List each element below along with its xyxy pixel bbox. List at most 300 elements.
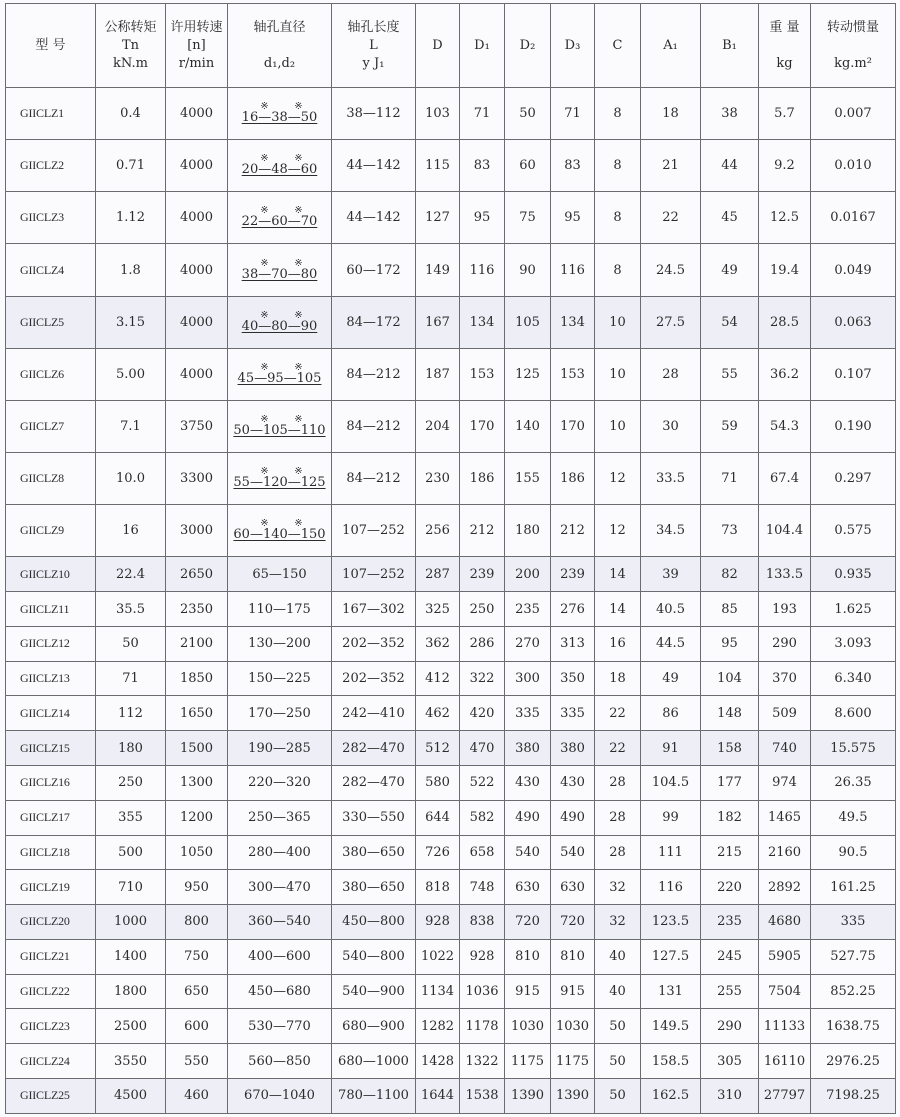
- cell-D2: 490: [505, 800, 551, 835]
- cell-D1: 71: [460, 88, 505, 140]
- cell-D2: 1175: [505, 1044, 551, 1079]
- cell-model: GIICLZ8: [6, 453, 96, 505]
- cell-A1: 28: [641, 348, 701, 400]
- cell-inertia: 1.625: [811, 592, 896, 627]
- cell-inertia: 0.049: [811, 244, 896, 296]
- cell-A1: 27.5: [641, 296, 701, 348]
- table-row: [6, 1078, 896, 1113]
- cell-speed: 4000: [166, 296, 228, 348]
- cell-A1: 40.5: [641, 592, 701, 627]
- cell-inertia: 26.35: [811, 766, 896, 801]
- cell-C: 40: [595, 974, 641, 1009]
- cell-D: 167: [416, 296, 460, 348]
- cell-bore: 190—285: [228, 731, 332, 766]
- cell-D: 1134: [416, 974, 460, 1009]
- cell-speed: 2350: [166, 592, 228, 627]
- cell-A1: 24.5: [641, 244, 701, 296]
- cell-D2: 105: [505, 296, 551, 348]
- cell-D1: 582: [460, 800, 505, 835]
- cell-B1: 71: [701, 453, 759, 505]
- cell-D3: 915: [551, 974, 595, 1009]
- cell-weight: 11133: [759, 1009, 811, 1044]
- cell-D: 362: [416, 626, 460, 661]
- cell-model: GIICLZ5: [6, 296, 96, 348]
- cell-weight: 290: [759, 626, 811, 661]
- bore-range: 45—95—105: [237, 370, 322, 386]
- cell-D: 1282: [416, 1009, 460, 1044]
- bore-note-mark: ※: [260, 153, 269, 165]
- cell-speed: 1650: [166, 696, 228, 731]
- cell-weight: 509: [759, 696, 811, 731]
- cell-C: 28: [595, 800, 641, 835]
- cell-D2: 155: [505, 453, 551, 505]
- cell-D1: 928: [460, 939, 505, 974]
- cell-length: 680—900: [332, 1009, 416, 1044]
- bore-range: 22—60—70: [241, 214, 318, 230]
- cell-D3: 83: [551, 140, 595, 192]
- cell-D1: 1322: [460, 1044, 505, 1079]
- cell-speed: 650: [166, 974, 228, 1009]
- bore-range: 55—120—125: [233, 475, 326, 491]
- cell-B1: 235: [701, 905, 759, 940]
- cell-C: 18: [595, 661, 641, 696]
- cell-bore: 360—540: [228, 905, 332, 940]
- cell-model: GIICLZ20: [6, 905, 96, 940]
- cell-inertia: 161.25: [811, 870, 896, 905]
- cell-length: 167—302: [332, 592, 416, 627]
- cell-model: GIICLZ1: [6, 88, 96, 140]
- cell-speed: 750: [166, 939, 228, 974]
- cell-B1: 85: [701, 592, 759, 627]
- cell-speed: 1050: [166, 835, 228, 870]
- cell-A1: 39: [641, 557, 701, 592]
- cell-torque: 50: [96, 626, 166, 661]
- cell-D: 187: [416, 348, 460, 400]
- cell-D2: 50: [505, 88, 551, 140]
- table-row: [6, 626, 896, 661]
- table-row: [6, 870, 896, 905]
- header-inertia: 转动惯量 kg.m²: [811, 4, 896, 88]
- cell-torque: 7.1: [96, 400, 166, 452]
- cell-bore: 280—400: [228, 835, 332, 870]
- cell-A1: 91: [641, 731, 701, 766]
- cell-bore: [228, 348, 332, 400]
- cell-bore: 300—470: [228, 870, 332, 905]
- cell-C: 14: [595, 592, 641, 627]
- cell-D: 230: [416, 453, 460, 505]
- cell-A1: 34.5: [641, 505, 701, 557]
- cell-D1: 322: [460, 661, 505, 696]
- cell-inertia: 8.600: [811, 696, 896, 731]
- cell-model: GIICLZ21: [6, 939, 96, 974]
- cell-D2: 180: [505, 505, 551, 557]
- cell-length: 107—252: [332, 557, 416, 592]
- cell-D3: 810: [551, 939, 595, 974]
- header-D3: D₃: [551, 4, 595, 88]
- table-row: [6, 400, 896, 452]
- cell-torque: 1400: [96, 939, 166, 974]
- table-row: [6, 1009, 896, 1044]
- cell-inertia: 0.190: [811, 400, 896, 452]
- header-model: 型 号: [6, 4, 96, 88]
- cell-D: 256: [416, 505, 460, 557]
- cell-C: 50: [595, 1009, 641, 1044]
- cell-D1: 239: [460, 557, 505, 592]
- cell-bore: 670—1040: [228, 1078, 332, 1113]
- cell-D: 204: [416, 400, 460, 452]
- cell-speed: 4000: [166, 348, 228, 400]
- cell-inertia: 0.0167: [811, 192, 896, 244]
- cell-A1: 104.5: [641, 766, 701, 801]
- cell-model: GIICLZ13: [6, 661, 96, 696]
- cell-D2: 140: [505, 400, 551, 452]
- cell-D2: 60: [505, 140, 551, 192]
- cell-bore: [228, 88, 332, 140]
- cell-C: 28: [595, 766, 641, 801]
- cell-weight: 27797: [759, 1078, 811, 1113]
- cell-A1: 44.5: [641, 626, 701, 661]
- cell-D: 512: [416, 731, 460, 766]
- cell-D: 1022: [416, 939, 460, 974]
- cell-D1: 1538: [460, 1078, 505, 1113]
- cell-speed: 4000: [166, 192, 228, 244]
- cell-bore: 560—850: [228, 1044, 332, 1079]
- cell-torque: 250: [96, 766, 166, 801]
- cell-bore: [228, 140, 332, 192]
- cell-D: 818: [416, 870, 460, 905]
- cell-weight: 133.5: [759, 557, 811, 592]
- cell-length: 84—172: [332, 296, 416, 348]
- cell-D: 928: [416, 905, 460, 940]
- cell-speed: 4000: [166, 140, 228, 192]
- cell-C: 22: [595, 696, 641, 731]
- cell-D: 325: [416, 592, 460, 627]
- cell-B1: 54: [701, 296, 759, 348]
- cell-B1: 177: [701, 766, 759, 801]
- cell-D3: 170: [551, 400, 595, 452]
- cell-A1: 116: [641, 870, 701, 905]
- cell-D: 412: [416, 661, 460, 696]
- cell-D2: 1030: [505, 1009, 551, 1044]
- bore-range: 50—105—110: [233, 423, 326, 439]
- bore-note-mark: ※: [294, 101, 303, 113]
- cell-model: GIICLZ6: [6, 348, 96, 400]
- cell-inertia: 0.297: [811, 453, 896, 505]
- cell-A1: 149.5: [641, 1009, 701, 1044]
- cell-bore: [228, 296, 332, 348]
- cell-inertia: 0.575: [811, 505, 896, 557]
- cell-speed: 950: [166, 870, 228, 905]
- cell-C: 16: [595, 626, 641, 661]
- cell-weight: 19.4: [759, 244, 811, 296]
- cell-C: 50: [595, 1044, 641, 1079]
- cell-D3: 1390: [551, 1078, 595, 1113]
- cell-D2: 270: [505, 626, 551, 661]
- table-row: [6, 296, 896, 348]
- cell-inertia: 2976.25: [811, 1044, 896, 1079]
- cell-A1: 127.5: [641, 939, 701, 974]
- cell-bore: 110—175: [228, 592, 332, 627]
- cell-D3: 430: [551, 766, 595, 801]
- cell-inertia: 6.340: [811, 661, 896, 696]
- cell-torque: 710: [96, 870, 166, 905]
- bore-range: 20—48—60: [241, 162, 318, 178]
- cell-torque: 22.4: [96, 557, 166, 592]
- cell-D3: 630: [551, 870, 595, 905]
- cell-model: GIICLZ19: [6, 870, 96, 905]
- cell-D1: 116: [460, 244, 505, 296]
- cell-bore: [228, 505, 332, 557]
- cell-C: 10: [595, 348, 641, 400]
- cell-B1: 82: [701, 557, 759, 592]
- cell-inertia: 0.010: [811, 140, 896, 192]
- cell-speed: 3750: [166, 400, 228, 452]
- cell-torque: 500: [96, 835, 166, 870]
- cell-D3: 95: [551, 192, 595, 244]
- cell-torque: 112: [96, 696, 166, 731]
- cell-D2: 235: [505, 592, 551, 627]
- cell-bore: 65—150: [228, 557, 332, 592]
- cell-D1: 748: [460, 870, 505, 905]
- cell-C: 10: [595, 296, 641, 348]
- cell-A1: 123.5: [641, 905, 701, 940]
- cell-inertia: 0.935: [811, 557, 896, 592]
- cell-length: 242—410: [332, 696, 416, 731]
- cell-D: 127: [416, 192, 460, 244]
- cell-A1: 18: [641, 88, 701, 140]
- cell-B1: 255: [701, 974, 759, 1009]
- cell-length: 380—650: [332, 870, 416, 905]
- header-A1: A₁: [641, 4, 701, 88]
- cell-D: 1644: [416, 1078, 460, 1113]
- cell-torque: 1000: [96, 905, 166, 940]
- cell-D3: 720: [551, 905, 595, 940]
- cell-B1: 215: [701, 835, 759, 870]
- table-row: [6, 939, 896, 974]
- cell-D2: 915: [505, 974, 551, 1009]
- cell-model: GIICLZ14: [6, 696, 96, 731]
- cell-bore: 220—320: [228, 766, 332, 801]
- cell-weight: 1465: [759, 800, 811, 835]
- cell-weight: 4680: [759, 905, 811, 940]
- cell-model: GIICLZ16: [6, 766, 96, 801]
- cell-model: GIICLZ24: [6, 1044, 96, 1079]
- cell-A1: 86: [641, 696, 701, 731]
- cell-D3: 380: [551, 731, 595, 766]
- cell-bore: [228, 400, 332, 452]
- cell-D2: 720: [505, 905, 551, 940]
- cell-length: 44—142: [332, 140, 416, 192]
- cell-model: GIICLZ15: [6, 731, 96, 766]
- cell-D1: 134: [460, 296, 505, 348]
- bore-range: 38—70—80: [241, 266, 318, 282]
- cell-weight: 36.2: [759, 348, 811, 400]
- header-weight: 重 量 kg: [759, 4, 811, 88]
- cell-B1: 55: [701, 348, 759, 400]
- cell-D3: 1030: [551, 1009, 595, 1044]
- bore-note-mark: ※: [294, 466, 303, 478]
- cell-A1: 49: [641, 661, 701, 696]
- table-row: [6, 696, 896, 731]
- cell-torque: 5.00: [96, 348, 166, 400]
- cell-D2: 335: [505, 696, 551, 731]
- cell-C: 22: [595, 731, 641, 766]
- bore-range: 16—38—50: [241, 110, 318, 126]
- bore-note-mark: ※: [260, 257, 269, 269]
- cell-length: 44—142: [332, 192, 416, 244]
- cell-D: 580: [416, 766, 460, 801]
- cell-D2: 90: [505, 244, 551, 296]
- cell-torque: 3.15: [96, 296, 166, 348]
- table-row: [6, 140, 896, 192]
- bore-range: 40—80—90: [241, 318, 318, 334]
- cell-A1: 21: [641, 140, 701, 192]
- cell-length: 540—900: [332, 974, 416, 1009]
- cell-torque: 355: [96, 800, 166, 835]
- cell-D2: 630: [505, 870, 551, 905]
- table-row: [6, 453, 896, 505]
- cell-inertia: 3.093: [811, 626, 896, 661]
- cell-speed: 1500: [166, 731, 228, 766]
- cell-speed: 550: [166, 1044, 228, 1079]
- cell-bore: [228, 453, 332, 505]
- cell-D: 644: [416, 800, 460, 835]
- cell-torque: 0.71: [96, 140, 166, 192]
- cell-D: 726: [416, 835, 460, 870]
- cell-A1: 30: [641, 400, 701, 452]
- cell-length: 84—212: [332, 348, 416, 400]
- cell-D1: 95: [460, 192, 505, 244]
- bore-note-mark: ※: [260, 101, 269, 113]
- cell-bore: 530—770: [228, 1009, 332, 1044]
- cell-D3: 153: [551, 348, 595, 400]
- header-bore-diameter: 轴孔直径 d₁,d₂: [228, 4, 332, 88]
- cell-inertia: 527.75: [811, 939, 896, 974]
- table-row: [6, 905, 896, 940]
- cell-D3: 350: [551, 661, 595, 696]
- cell-model: GIICLZ7: [6, 400, 96, 452]
- cell-B1: 38: [701, 88, 759, 140]
- cell-length: 60—172: [332, 244, 416, 296]
- cell-inertia: 90.5: [811, 835, 896, 870]
- table-row: [6, 592, 896, 627]
- cell-D1: 212: [460, 505, 505, 557]
- header-C: C: [595, 4, 641, 88]
- cell-D1: 522: [460, 766, 505, 801]
- cell-speed: 1300: [166, 766, 228, 801]
- cell-inertia: 7198.25: [811, 1078, 896, 1113]
- table-row: [6, 244, 896, 296]
- cell-weight: 193: [759, 592, 811, 627]
- cell-bore: 450—680: [228, 974, 332, 1009]
- table-row: [6, 835, 896, 870]
- table-row: [6, 1044, 896, 1079]
- cell-speed: 4000: [166, 244, 228, 296]
- cell-torque: 180: [96, 731, 166, 766]
- cell-weight: 370: [759, 661, 811, 696]
- cell-D: 115: [416, 140, 460, 192]
- cell-C: 32: [595, 870, 641, 905]
- cell-speed: 3300: [166, 453, 228, 505]
- cell-D2: 125: [505, 348, 551, 400]
- cell-B1: 305: [701, 1044, 759, 1079]
- cell-B1: 95: [701, 626, 759, 661]
- cell-B1: 158: [701, 731, 759, 766]
- cell-length: 540—800: [332, 939, 416, 974]
- cell-C: 8: [595, 88, 641, 140]
- header-speed: 许用转速 [n] r/min: [166, 4, 228, 88]
- cell-bore: 150—225: [228, 661, 332, 696]
- coupling-spec-table: [5, 3, 896, 1114]
- cell-D2: 540: [505, 835, 551, 870]
- cell-torque: 1.8: [96, 244, 166, 296]
- cell-torque: 1800: [96, 974, 166, 1009]
- cell-inertia: 15.575: [811, 731, 896, 766]
- cell-B1: 104: [701, 661, 759, 696]
- cell-bore: [228, 192, 332, 244]
- cell-C: 32: [595, 905, 641, 940]
- cell-speed: 600: [166, 1009, 228, 1044]
- cell-model: GIICLZ12: [6, 626, 96, 661]
- bore-note-mark: ※: [260, 518, 269, 530]
- cell-D1: 83: [460, 140, 505, 192]
- cell-B1: 45: [701, 192, 759, 244]
- cell-C: 28: [595, 835, 641, 870]
- cell-weight: 974: [759, 766, 811, 801]
- cell-inertia: 0.107: [811, 348, 896, 400]
- cell-length: 202—352: [332, 661, 416, 696]
- cell-D: 287: [416, 557, 460, 592]
- table-row: [6, 731, 896, 766]
- cell-D3: 276: [551, 592, 595, 627]
- header-B1: B₁: [701, 4, 759, 88]
- bore-note-mark: ※: [260, 414, 269, 426]
- cell-D2: 300: [505, 661, 551, 696]
- cell-C: 14: [595, 557, 641, 592]
- cell-speed: 2650: [166, 557, 228, 592]
- cell-model: GIICLZ4: [6, 244, 96, 296]
- cell-length: 330—550: [332, 800, 416, 835]
- cell-speed: 800: [166, 905, 228, 940]
- cell-length: 780—1100: [332, 1078, 416, 1113]
- cell-model: GIICLZ18: [6, 835, 96, 870]
- cell-torque: 0.4: [96, 88, 166, 140]
- bore-note-mark: ※: [260, 309, 269, 321]
- cell-weight: 5905: [759, 939, 811, 974]
- cell-C: 8: [595, 192, 641, 244]
- bore-note-mark: ※: [260, 205, 269, 217]
- header-torque: 公称转矩 Tn kN.m: [96, 4, 166, 88]
- cell-D3: 540: [551, 835, 595, 870]
- cell-speed: 4000: [166, 88, 228, 140]
- cell-D3: 335: [551, 696, 595, 731]
- header-row: [6, 4, 896, 88]
- cell-length: 38—112: [332, 88, 416, 140]
- cell-D1: 286: [460, 626, 505, 661]
- cell-A1: 111: [641, 835, 701, 870]
- cell-model: GIICLZ10: [6, 557, 96, 592]
- cell-speed: 1200: [166, 800, 228, 835]
- cell-D: 149: [416, 244, 460, 296]
- bore-note-mark: ※: [294, 153, 303, 165]
- cell-B1: 59: [701, 400, 759, 452]
- cell-B1: 44: [701, 140, 759, 192]
- cell-C: 40: [595, 939, 641, 974]
- cell-length: 107—252: [332, 505, 416, 557]
- cell-D2: 430: [505, 766, 551, 801]
- table-row: [6, 766, 896, 801]
- table-row: [6, 661, 896, 696]
